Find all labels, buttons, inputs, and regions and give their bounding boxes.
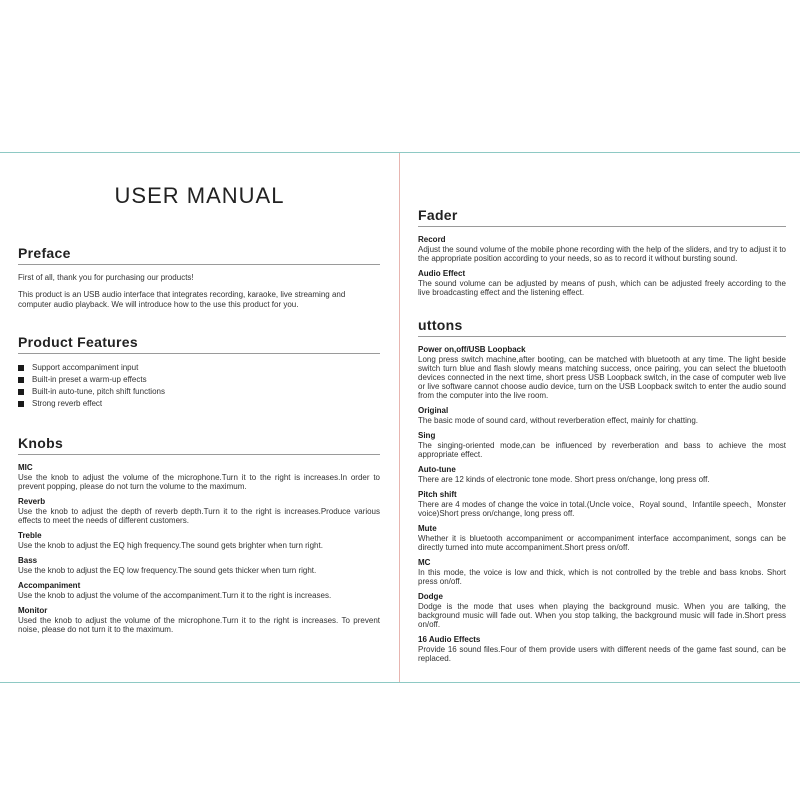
entry-title: Accompaniment <box>18 581 81 590</box>
feature-item <box>18 386 380 398</box>
entry-body: The sound volume can be adjusted by means of push, which can be adjusted freely according to the live broadcasting effect and the listening effect. <box>418 279 786 297</box>
knobs-section <box>18 435 380 640</box>
entry-title: Record <box>418 235 446 244</box>
entry-body: Whether it is bluetooth accompaniment or accompaniment interface accompaniment, songs can be directly turned into mute accompaniment.Short press on/off. <box>418 534 786 552</box>
entry-body: There are 12 kinds of electronic tone mode. Short press on/change, long press off. <box>418 475 710 484</box>
feature-item-text: Built-in preset a warm-up effects <box>32 375 147 384</box>
page-bottom-border <box>0 682 800 683</box>
knob-entry-accompaniment <box>18 581 380 600</box>
preface-section <box>18 245 380 310</box>
button-entry-original <box>418 406 786 425</box>
entry-title: 16 Audio Effects <box>418 635 481 644</box>
entry-title: Treble <box>18 531 42 540</box>
entry-body: Use the knob to adjust the EQ high frequency.The sound gets brighter when turn right. <box>18 541 323 550</box>
buttons-divider <box>418 336 786 337</box>
fader-entry-record <box>418 235 786 263</box>
knob-entry-reverb <box>18 497 380 525</box>
features-section <box>18 334 380 410</box>
entry-body: Use the knob to adjust the depth of reverb depth.Turn it to the right is increases.Produce various effects to meet the needs of different customers. <box>18 507 380 525</box>
right-page <box>400 153 800 682</box>
left-page <box>0 153 399 682</box>
feature-item-text: Support accompaniment input <box>32 363 139 372</box>
entry-body: The singing-oriented mode,can be influenced by reverberation and bass to achieve the most appropriate effect. <box>418 441 786 459</box>
feature-item <box>18 374 380 386</box>
square-bullet-icon <box>18 377 24 383</box>
entry-title: Monitor <box>18 606 48 615</box>
entry-body: Used the knob to adjust the volume of the microphone.Turn it to the right is increases. To prevent noise, please do not turn it to the maximum. <box>18 616 380 634</box>
button-entry-mc <box>418 558 786 586</box>
knob-entry-treble <box>18 531 380 550</box>
square-bullet-icon <box>18 365 24 371</box>
button-entry-mute <box>418 524 786 552</box>
entry-title: Dodge <box>418 592 443 601</box>
feature-item-text: Strong reverb effect <box>32 399 103 408</box>
entry-title: Pitch shift <box>418 490 457 499</box>
fader-heading: Fader <box>418 207 458 223</box>
square-bullet-icon <box>18 401 24 407</box>
entry-body: Use the knob to adjust the EQ low frequency.The sound gets thicker when turn right. <box>18 566 317 575</box>
entry-title: Bass <box>18 556 38 565</box>
entry-title: MIC <box>18 463 33 472</box>
entry-body: Use the knob to adjust the volume of the microphone.Turn it to the right is increases.In order to prevent popping, please do not turn the volume to the maximum. <box>18 473 380 491</box>
entry-body: Adjust the sound volume of the mobile phone recording with the help of the sliders, and try to adjust it to the appropriate position according to your needs, so as to record it without bursting sound. <box>418 245 786 263</box>
features-divider <box>18 353 380 354</box>
knobs-heading: Knobs <box>18 435 64 451</box>
preface-heading: Preface <box>18 245 71 261</box>
button-entry-16-audio-effects <box>418 635 786 663</box>
preface-paragraph: This product is an USB audio interface that integrates recording, karaoke, live streaming and computer audio playback. We will introduce how to the use this product for you. <box>18 290 346 309</box>
preface-paragraph: First of all, thank you for purchasing our products! <box>18 273 194 282</box>
entry-body: Long press switch machine,after booting, can be matched with bluetooth at any time. The light beside switch turn blue and flash slowly means matching success, once pairing, you can select the bluetooth devices connected in the next time, short press USB Loopback switch, in the case of computer web live or live software cannot choose audio device, turn on the USB Loopback switch to enter the audio sound from the computer into the live room. <box>418 355 786 400</box>
button-entry-dodge <box>418 592 786 629</box>
entry-body: Dodge is the mode that uses when playing the background music. When you are talking, the background music will fade out. When you stop talking, the background music will fade in.Short press on/off. <box>418 602 786 629</box>
knobs-divider <box>18 454 380 455</box>
button-entry-power <box>418 345 786 400</box>
button-entry-sing <box>418 431 786 459</box>
button-entry-pitch-shift <box>418 490 786 518</box>
knob-entry-monitor <box>18 606 380 634</box>
entry-title: Sing <box>418 431 436 440</box>
buttons-heading: uttons <box>418 317 463 333</box>
feature-list <box>18 362 380 410</box>
knob-entry-bass <box>18 556 380 575</box>
buttons-section <box>418 317 786 669</box>
entry-body: Use the knob to adjust the volume of the accompaniment.Turn it to the right is increases. <box>18 591 332 600</box>
preface-divider <box>18 264 380 265</box>
entry-title: Power on,off/USB Loopback <box>418 345 526 354</box>
fader-divider <box>418 226 786 227</box>
entry-title: Mute <box>418 524 437 533</box>
fader-entry-audio-effect <box>418 269 786 297</box>
entry-body: There are 4 modes of change the voice in total.(Uncle voice、Royal sound、Infantile speech、Monster voice)Short press on/change, long press off. <box>418 500 786 518</box>
square-bullet-icon <box>18 389 24 395</box>
knob-entry-mic <box>18 463 380 491</box>
feature-item <box>18 398 380 410</box>
entry-body: In this mode, the voice is low and thick, which is not controlled by the treble and bass knobs. Short press on/off. <box>418 568 786 586</box>
manual-title: USER MANUAL <box>114 183 285 208</box>
entry-title: MC <box>418 558 431 567</box>
button-entry-auto-tune <box>418 465 786 484</box>
entry-body: The basic mode of sound card, without reverberation effect, mainly for chatting. <box>418 416 698 425</box>
entry-body: Provide 16 sound files.Four of them provide users with different needs of the game fast sound, can be replaced. <box>418 645 786 663</box>
feature-item-text: Built-in auto-tune, pitch shift functions <box>32 387 165 396</box>
fader-section <box>418 207 786 303</box>
entry-title: Audio Effect <box>418 269 466 278</box>
entry-title: Reverb <box>18 497 46 506</box>
features-heading: Product Features <box>18 334 138 350</box>
feature-item <box>18 362 380 374</box>
entry-title: Original <box>418 406 449 415</box>
entry-title: Auto-tune <box>418 465 456 474</box>
